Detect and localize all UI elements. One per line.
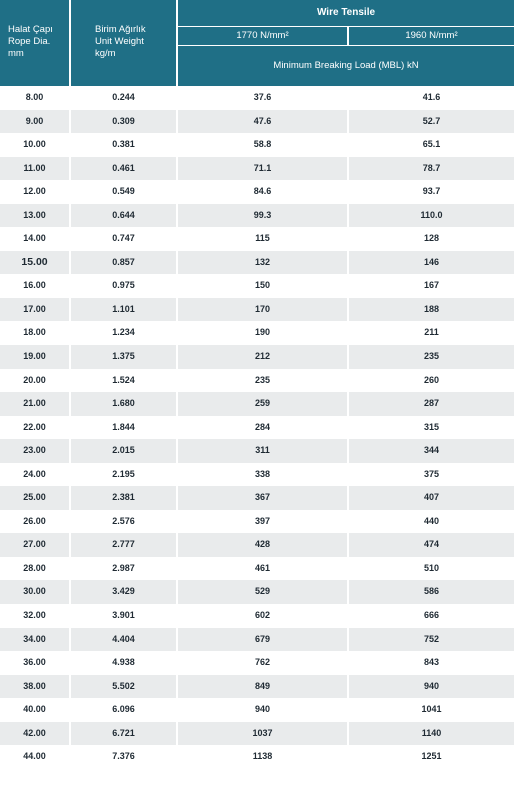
cell-mbl-1770: 115 — [255, 233, 270, 244]
cell-mbl-1960: 128 — [423, 233, 440, 244]
cell-mbl-1960: 287 — [423, 398, 440, 409]
header-unit-weight — [71, 0, 176, 86]
cell-mbl-1960: 940 — [423, 680, 440, 691]
cell-rope-diameter: 32.00 — [23, 610, 46, 621]
cell-mbl-1770: 367 — [254, 492, 271, 503]
cell-mbl-1770: 235 — [254, 374, 271, 385]
table-row — [0, 533, 514, 557]
cell-mbl-1770: 99.3 — [253, 209, 272, 220]
cell-rope-diameter: 26.00 — [23, 515, 46, 526]
cell-unit-weight: 1.101 — [112, 303, 135, 314]
cell-unit-weight: 1.844 — [112, 421, 135, 432]
cell-unit-weight: 0.644 — [112, 209, 135, 220]
cell-unit-weight: 0.549 — [112, 186, 135, 197]
cell-mbl-1960: 1251 — [421, 751, 442, 762]
cell-rope-diameter: 8.00 — [25, 92, 44, 102]
cell-mbl-1960: 407 — [423, 492, 440, 503]
cell-mbl-1770: 602 — [254, 610, 271, 621]
cell-mbl-1960: 65.1 — [422, 139, 441, 150]
table-row — [0, 651, 514, 675]
cell-rope-diameter: 36.00 — [23, 657, 46, 668]
cell-mbl-1960: 752 — [423, 633, 440, 644]
cell-mbl-1770: 338 — [254, 468, 271, 479]
table-row — [0, 157, 514, 181]
table-row — [0, 463, 514, 487]
table-row — [0, 298, 514, 322]
cell-mbl-1960: 510 — [423, 562, 440, 573]
cell-mbl-1960: 211 — [424, 327, 439, 338]
header-tensile-1960: 1960 N/mm² — [349, 27, 514, 45]
cell-rope-diameter: 10.00 — [23, 139, 46, 150]
table-row — [0, 510, 514, 534]
cell-unit-weight: 0.309 — [112, 115, 135, 126]
cell-unit-weight: 0.857 — [112, 256, 135, 267]
header-rope-diameter — [0, 0, 69, 86]
cell-rope-diameter: 9.00 — [25, 115, 44, 126]
cell-mbl-1770: 284 — [254, 421, 271, 432]
table-row — [0, 369, 514, 393]
header-mbl: Minimum Breaking Load (MBL) kN — [178, 46, 514, 86]
cell-rope-diameter: 42.00 — [23, 727, 46, 738]
cell-rope-diameter: 18.00 — [23, 327, 46, 338]
cell-rope-diameter: 20.00 — [23, 374, 46, 385]
cell-rope-diameter: 16.00 — [23, 280, 46, 291]
cell-mbl-1770: 679 — [254, 633, 271, 644]
cell-unit-weight: 0.244 — [112, 92, 135, 102]
cell-mbl-1960: 110.0 — [420, 209, 443, 220]
cell-unit-weight: 0.975 — [112, 280, 135, 291]
table-row — [0, 251, 514, 275]
table-row — [0, 86, 514, 110]
cell-mbl-1960: 1041 — [421, 704, 442, 715]
cell-mbl-1960: 235 — [423, 351, 440, 362]
table-row — [0, 345, 514, 369]
cell-unit-weight: 0.461 — [112, 162, 135, 173]
cell-rope-diameter: 17.00 — [23, 303, 46, 314]
cell-mbl-1960: 146 — [423, 256, 440, 267]
cell-mbl-1770: 47.6 — [253, 115, 272, 126]
cell-mbl-1960: 1140 — [421, 727, 442, 738]
cell-mbl-1770: 311 — [255, 445, 270, 456]
cell-mbl-1960: 52.7 — [422, 115, 441, 126]
cell-mbl-1770: 1138 — [252, 751, 273, 762]
header-wt-unit: kg/m — [95, 48, 116, 59]
cell-mbl-1960: 440 — [423, 515, 440, 526]
cell-unit-weight: 1.375 — [112, 351, 135, 362]
cell-rope-diameter: 21.00 — [23, 398, 46, 409]
cell-mbl-1770: 940 — [254, 704, 271, 715]
cell-mbl-1770: 428 — [254, 539, 271, 550]
table-row — [0, 439, 514, 463]
cell-mbl-1960: 666 — [423, 610, 440, 621]
cell-mbl-1770: 84.6 — [253, 186, 272, 197]
cell-rope-diameter: 30.00 — [23, 586, 46, 597]
cell-mbl-1770: 170 — [254, 303, 271, 314]
cell-rope-diameter: 15.00 — [21, 255, 48, 268]
cell-mbl-1770: 37.6 — [253, 92, 272, 102]
cell-unit-weight: 2.195 — [112, 468, 135, 479]
cell-unit-weight: 7.376 — [112, 751, 135, 762]
cell-rope-diameter: 24.00 — [23, 468, 46, 479]
header-wt-en: Unit Weight — [95, 36, 144, 47]
table-row — [0, 722, 514, 746]
table-row — [0, 698, 514, 722]
cell-mbl-1960: 260 — [423, 374, 440, 385]
header-wt-tr: Birim Ağırlık — [95, 24, 146, 35]
cell-unit-weight: 3.429 — [112, 586, 135, 597]
table-row — [0, 486, 514, 510]
cell-rope-diameter: 25.00 — [23, 492, 46, 503]
header-tensile-1770: 1770 N/mm² — [178, 27, 347, 45]
cell-mbl-1770: 529 — [254, 586, 271, 597]
cell-rope-diameter: 28.00 — [23, 562, 46, 573]
cell-rope-diameter: 23.00 — [23, 445, 46, 456]
table-body — [0, 86, 514, 769]
header-dia-tr: Halat Çapı — [8, 24, 53, 35]
cell-unit-weight: 2.987 — [112, 562, 135, 573]
cell-rope-diameter: 44.00 — [23, 751, 46, 762]
cell-mbl-1770: 150 — [254, 280, 271, 291]
cell-mbl-1960: 41.6 — [422, 92, 441, 102]
table-row — [0, 180, 514, 204]
cell-rope-diameter: 13.00 — [23, 209, 46, 220]
table-row — [0, 628, 514, 652]
cell-mbl-1960: 188 — [423, 303, 440, 314]
table-row — [0, 745, 514, 769]
cell-rope-diameter: 34.00 — [23, 633, 46, 644]
cell-unit-weight: 1.524 — [112, 374, 135, 385]
table-row — [0, 557, 514, 581]
table-row — [0, 133, 514, 157]
cell-mbl-1960: 474 — [423, 539, 440, 550]
table-row — [0, 274, 514, 298]
table-row — [0, 110, 514, 134]
cell-mbl-1960: 315 — [423, 421, 440, 432]
cell-mbl-1770: 1037 — [252, 727, 273, 738]
cell-mbl-1960: 93.7 — [422, 186, 441, 197]
cell-unit-weight: 6.721 — [112, 727, 135, 738]
cell-unit-weight: 2.777 — [112, 539, 135, 550]
cell-mbl-1770: 212 — [254, 351, 271, 362]
cell-mbl-1770: 132 — [254, 256, 271, 267]
cell-unit-weight: 4.938 — [112, 657, 135, 668]
cell-mbl-1960: 167 — [423, 280, 440, 291]
cell-rope-diameter: 22.00 — [23, 421, 46, 432]
cell-rope-diameter: 11.00 — [23, 162, 46, 173]
cell-rope-diameter: 12.00 — [23, 186, 46, 197]
header-dia-unit: mm — [8, 48, 24, 59]
cell-mbl-1770: 397 — [254, 515, 271, 526]
cell-mbl-1770: 190 — [254, 327, 271, 338]
cell-mbl-1960: 586 — [423, 586, 440, 597]
cell-mbl-1960: 78.7 — [422, 162, 441, 173]
table-row — [0, 392, 514, 416]
header-dia-en: Rope Dia. — [8, 36, 51, 47]
cell-unit-weight: 1.234 — [112, 327, 135, 338]
cell-mbl-1770: 71.1 — [253, 162, 272, 173]
cell-mbl-1770: 461 — [254, 562, 271, 573]
table-row — [0, 204, 514, 228]
cell-unit-weight: 5.502 — [112, 680, 135, 691]
cell-rope-diameter: 38.00 — [23, 680, 46, 691]
table-row — [0, 416, 514, 440]
cell-rope-diameter: 27.00 — [23, 539, 46, 550]
cell-rope-diameter: 40.00 — [23, 704, 46, 715]
table-row — [0, 604, 514, 628]
table-row — [0, 675, 514, 699]
cell-unit-weight: 2.015 — [112, 445, 135, 456]
cell-mbl-1770: 762 — [254, 657, 271, 668]
cell-unit-weight: 2.576 — [112, 515, 135, 526]
cell-rope-diameter: 14.00 — [23, 233, 46, 244]
cell-unit-weight: 0.747 — [112, 233, 135, 244]
table-row — [0, 580, 514, 604]
cell-unit-weight: 0.381 — [112, 139, 135, 150]
cell-unit-weight: 1.680 — [112, 398, 135, 409]
cell-unit-weight: 3.901 — [112, 610, 135, 621]
table-row — [0, 227, 514, 251]
cell-mbl-1960: 375 — [423, 468, 440, 479]
cell-mbl-1770: 259 — [254, 398, 271, 409]
cell-unit-weight: 6.096 — [112, 704, 135, 715]
cell-unit-weight: 2.381 — [112, 492, 135, 503]
cell-mbl-1770: 58.8 — [253, 139, 272, 150]
table-header — [0, 0, 514, 86]
cell-unit-weight: 4.404 — [112, 633, 135, 644]
cell-rope-diameter: 19.00 — [23, 351, 46, 362]
cell-mbl-1960: 344 — [423, 445, 440, 456]
header-wire-tensile: Wire Tensile — [178, 0, 514, 26]
table-row — [0, 321, 514, 345]
cell-mbl-1770: 849 — [254, 680, 271, 691]
cell-mbl-1960: 843 — [423, 657, 440, 668]
